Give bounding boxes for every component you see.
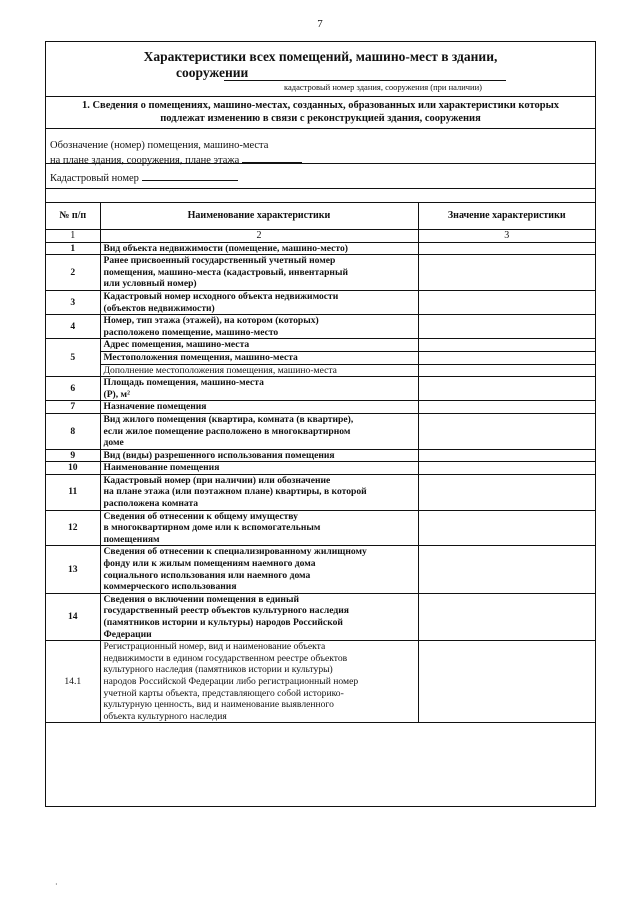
characteristic-name-line: (памятников истории и культуры) народов Российской: [103, 617, 343, 628]
characteristic-name-line: коммерческого использования: [103, 581, 237, 593]
designation-label-line1: Обозначение (номер) помещения, машино-места: [50, 140, 269, 151]
column-numbers-row: [46, 230, 595, 243]
characteristic-name-line: Регистрационный номер, вид и наименование объекта: [103, 641, 326, 653]
column-number: 3: [418, 230, 595, 243]
characteristic-name-line: Номер, тип этажа (этажей), на котором (которых): [103, 315, 319, 327]
characteristic-name-line: (Р), м²: [103, 388, 130, 400]
section-1-heading: [46, 96, 595, 129]
row-number: 10: [46, 462, 100, 475]
characteristic-name: [100, 510, 418, 546]
form-frame: [45, 41, 596, 807]
divider: [46, 188, 595, 189]
row-number: 4: [46, 315, 100, 339]
characteristic-name-line: государственный реестр объектов культурного наследия: [103, 605, 349, 617]
characteristic-name-line: народов Российской Федерации либо регистрационный номер: [103, 675, 359, 687]
characteristic-value-cell[interactable]: [418, 242, 595, 255]
table-row: [46, 401, 595, 414]
characteristic-name: Дополнение местоположения помещения, машино-места: [100, 364, 418, 377]
table-row: [46, 290, 595, 314]
characteristic-name: [100, 641, 418, 723]
characteristic-name: [100, 255, 418, 291]
characteristic-value-cell[interactable]: [418, 641, 595, 723]
table-row: [46, 413, 595, 449]
characteristic-name-line: Вид объекта недвижимости (помещение, машино-место): [103, 242, 348, 254]
characteristic-name-line: Наименование помещения: [103, 462, 220, 474]
table-row: [46, 255, 595, 291]
characteristic-value-cell[interactable]: [418, 255, 595, 291]
characteristic-name-line: фонду или к жилым помещениям наемного дома: [103, 558, 316, 570]
characteristic-value-cell[interactable]: [418, 462, 595, 475]
table-row: [46, 641, 595, 723]
characteristic-name: [100, 546, 418, 593]
table-row: [46, 351, 595, 364]
form-title: Характеристики всех помещений, машино-мест в здании,: [143, 49, 498, 64]
table-row: [46, 546, 595, 593]
characteristic-name: [100, 315, 418, 339]
characteristic-name: [100, 449, 418, 462]
table-row: [46, 510, 595, 546]
table-row: [46, 364, 595, 377]
characteristic-name-line: Ранее присвоенный государственный учетный номер: [103, 255, 336, 267]
characteristic-name: [100, 462, 418, 475]
characteristic-name-line: расположена комната: [103, 498, 199, 510]
cadastral-field[interactable]: [142, 170, 238, 181]
characteristic-name: [100, 413, 418, 449]
characteristic-name-line: культурную ценность, вид и наименование выявленного: [103, 699, 334, 711]
characteristic-name-line: или условный номер): [103, 278, 197, 290]
divider: [46, 163, 595, 164]
characteristic-value-cell[interactable]: [418, 546, 595, 593]
characteristic-name: Адрес помещения, машино-места: [100, 339, 418, 352]
characteristic-name-line: Кадастровый номер исходного объекта недвижимости: [103, 290, 339, 302]
row-number: 2: [46, 255, 100, 291]
characteristic-name-line: помещения, машино-места (кадастровый, инвентарный: [103, 266, 348, 278]
characteristic-name-line: доме: [103, 437, 124, 449]
characteristic-name-line: Сведения об отнесении к специализированному жилищному: [103, 546, 367, 558]
column-number: 1: [46, 230, 100, 243]
column-number: 2: [100, 230, 418, 243]
row-number: 12: [46, 510, 100, 546]
table-row: [46, 449, 595, 462]
characteristic-name-line: в многоквартирном доме или к вспомогательным: [103, 522, 321, 534]
building-cadastral-caption: кадастровый номер здания, сооружения (при наличии): [284, 82, 482, 92]
row-number: 11: [46, 474, 100, 510]
designation-field[interactable]: [242, 152, 302, 163]
characteristics-table: [46, 202, 595, 723]
row-number: 3: [46, 290, 100, 314]
characteristic-name-line: на плане этажа (или поэтажном плане) квартиры, в которой: [103, 486, 367, 498]
characteristic-name-line: Вид (виды) разрешенного использования помещения: [103, 449, 335, 461]
characteristic-name: [100, 290, 418, 314]
header-name: Наименование характеристики: [100, 203, 418, 230]
row-number: 14.1: [46, 641, 100, 723]
characteristic-value-cell[interactable]: [418, 351, 595, 364]
page-number: 7: [317, 18, 323, 30]
characteristic-name-line: Кадастровый номер (при наличии) или обозначение: [103, 474, 331, 486]
table-row: [46, 339, 595, 352]
characteristic-name: [100, 474, 418, 510]
characteristic-name-line: (объектов недвижимости): [103, 302, 215, 314]
characteristic-value-cell[interactable]: [418, 290, 595, 314]
characteristic-value-cell[interactable]: [418, 339, 595, 352]
characteristic-name: [100, 593, 418, 640]
cadastral-label: Кадастровый номер: [50, 173, 139, 184]
characteristic-name-line: Назначение помещения: [103, 401, 207, 413]
characteristic-value-cell[interactable]: [418, 377, 595, 401]
characteristic-name: [100, 242, 418, 255]
characteristic-name: [100, 377, 418, 401]
row-number: 7: [46, 401, 100, 414]
characteristic-name-line: недвижимости в едином государственном реестре объектов: [103, 652, 348, 664]
characteristic-value-cell[interactable]: [418, 593, 595, 640]
characteristic-value-cell[interactable]: [418, 413, 595, 449]
characteristic-name-line: учетной карты объекта, представляющего собой историко-: [103, 687, 344, 699]
characteristic-name-line: Сведения о включении помещения в единый: [103, 593, 299, 605]
table-row: [46, 242, 595, 255]
row-number: 13: [46, 546, 100, 593]
section-1-line1: 1. Сведения о помещениях, машино-местах, созданных, образованных или характеристики которых: [81, 100, 560, 111]
table-row: [46, 462, 595, 475]
characteristic-name-line: объекта культурного наследия: [103, 710, 227, 722]
table-row: [46, 377, 595, 401]
characteristic-name-line: Сведения об отнесении к общему имуществу: [103, 510, 298, 522]
characteristic-value-cell[interactable]: [418, 510, 595, 546]
row-number: 6: [46, 377, 100, 401]
header-value: Значение характеристики: [418, 203, 595, 230]
title-box: [46, 42, 595, 97]
characteristic-value-cell[interactable]: [418, 401, 595, 414]
characteristic-name-line: помещениям: [103, 533, 160, 545]
characteristic-name-line: Площадь помещения, машино-места: [103, 377, 264, 389]
row-number: 1: [46, 242, 100, 255]
row-number: 8: [46, 413, 100, 449]
page-mark: ·: [55, 880, 58, 889]
form-title-line2: сооружении: [176, 65, 249, 80]
characteristic-value-cell[interactable]: [418, 364, 595, 377]
characteristic-name-line: Вид жилого помещения (квартира, комната (в квартире),: [103, 413, 354, 425]
characteristic-value-cell[interactable]: [418, 449, 595, 462]
characteristic-name-line: социального использования или наемного дома: [103, 569, 311, 581]
characteristic-name-line: если жилое помещение расположено в многоквартирном: [103, 425, 351, 437]
row-number: 14: [46, 593, 100, 640]
table-row: [46, 474, 595, 510]
characteristic-name-line: Федерации: [103, 628, 152, 640]
section-1-line2: подлежат изменению в связи с реконструкцией здания, сооружения: [160, 113, 481, 124]
characteristic-name-line: расположено помещение, машино-место: [103, 326, 279, 338]
table-header-row: [46, 203, 595, 230]
cadastral-block: [50, 170, 238, 184]
table-row: [46, 315, 595, 339]
row-number: 9: [46, 449, 100, 462]
designation-label-line2: на плане здания, сооружения, плане этажа: [50, 155, 240, 166]
characteristic-name: [100, 401, 418, 414]
characteristic-value-cell[interactable]: [418, 474, 595, 510]
characteristic-name: Местоположения помещения, машино-места: [100, 351, 418, 364]
row-number: 5: [46, 339, 100, 377]
characteristic-value-cell[interactable]: [418, 315, 595, 339]
table-row: [46, 593, 595, 640]
characteristic-name-line: культурного наследия (памятников истории и культуры): [103, 664, 333, 676]
building-cadastral-number-field[interactable]: [224, 80, 506, 81]
header-num: № п/п: [46, 203, 100, 230]
